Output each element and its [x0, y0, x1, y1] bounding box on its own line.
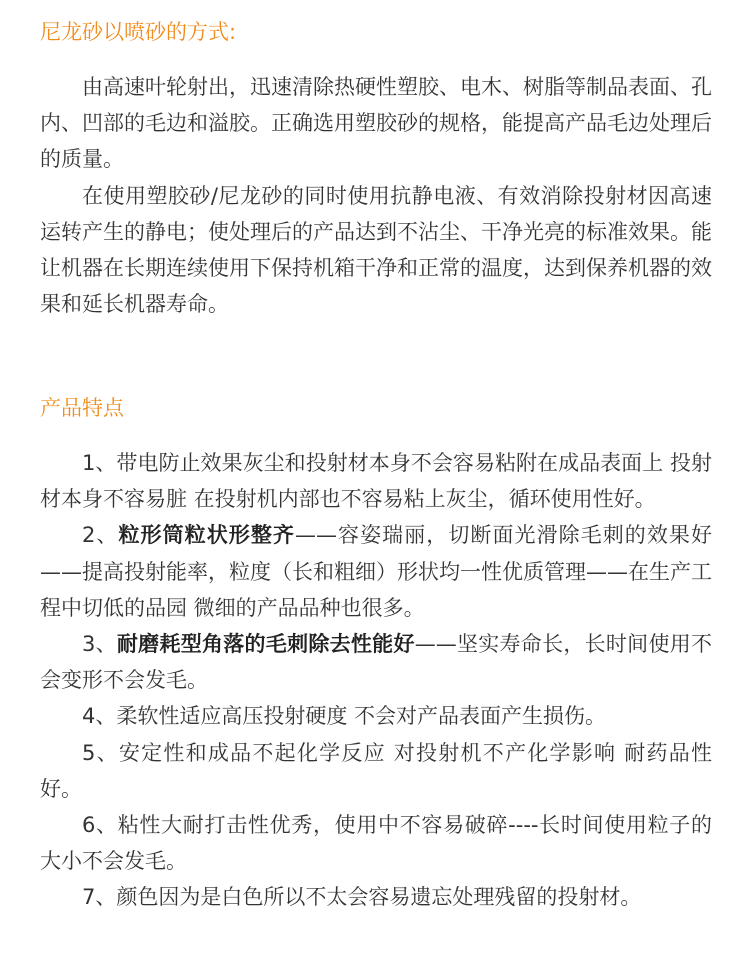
section-title-method: 尼龙砂以喷砂的方式: — [40, 20, 237, 44]
feature-item-7-text: 7、颜色因为是白色所以不太会容易遗忘处理残留的投射材。 — [82, 885, 642, 910]
feature-item-3-number: 3、 — [82, 632, 117, 657]
feature-item-2-highlight: 粒形筒粒状形整齐 — [118, 523, 295, 548]
feature-item-3 — [40, 626, 712, 698]
feature-item-1-text: 1、带电防止效果灰尘和投射材本身不会容易粘附在成品表面上 投射材本身不容易脏 在投射机内部也不容易粘上灰尘，循环使用性好。 — [40, 451, 712, 512]
feature-item-2-text: ——容姿瑞丽，切断面光滑除毛刺的效果好——提高投射能率，粒度（长和粗细）形状均一性优质管理——在生产工程中切低的品园 微细的产品品种也很多。 — [40, 523, 712, 620]
feature-item-3-highlight: 耐磨耗型角落的毛刺除去性能好 — [116, 632, 415, 657]
feature-item-7 — [40, 879, 712, 915]
feature-item-5-text: 5、安定性和成品不起化学反应 对投射机不产化学影响 耐药品性好。 — [40, 740, 712, 801]
feature-item-3-text: ——坚实寿命长，长时间使用不会变形不会发毛。 — [40, 632, 712, 693]
feature-item-6 — [40, 807, 712, 879]
feature-item-4-text: 4、柔软性适应高压投射硬度 不会对产品表面产生损伤。 — [82, 704, 607, 729]
method-description — [40, 69, 712, 322]
feature-item-6-text: 6、粘性大耐打击性优秀，使用中不容易破碎----长时间使用粒子的大小不会发毛。 — [40, 813, 712, 874]
feature-list — [40, 445, 712, 916]
feature-item-2 — [40, 517, 712, 626]
feature-item-2-number: 2、 — [82, 523, 119, 548]
method-paragraph-2: 在使用塑胶砂/尼龙砂的同时使用抗静电液、有效消除投射材因高速运转产生的静电；使处理后的产品达到不沾尘、干净光亮的标准效果。能让机器在长期连续使用下保持机箱干净和正常的温度，达到保养机器的效果和延长机器寿命。 — [40, 183, 712, 317]
feature-item-5 — [40, 735, 712, 807]
method-paragraph-1: 由高速叶轮射出，迅速清除热硬性塑胶、电木、树脂等制品表面、孔内、凹部的毛边和溢胶。正确选用塑胶砂的规格，能提高产品毛边处理后的质量。 — [40, 75, 712, 172]
feature-item-1 — [40, 445, 712, 517]
section-title-features: 产品特点 — [40, 396, 124, 420]
feature-item-4 — [40, 698, 712, 734]
